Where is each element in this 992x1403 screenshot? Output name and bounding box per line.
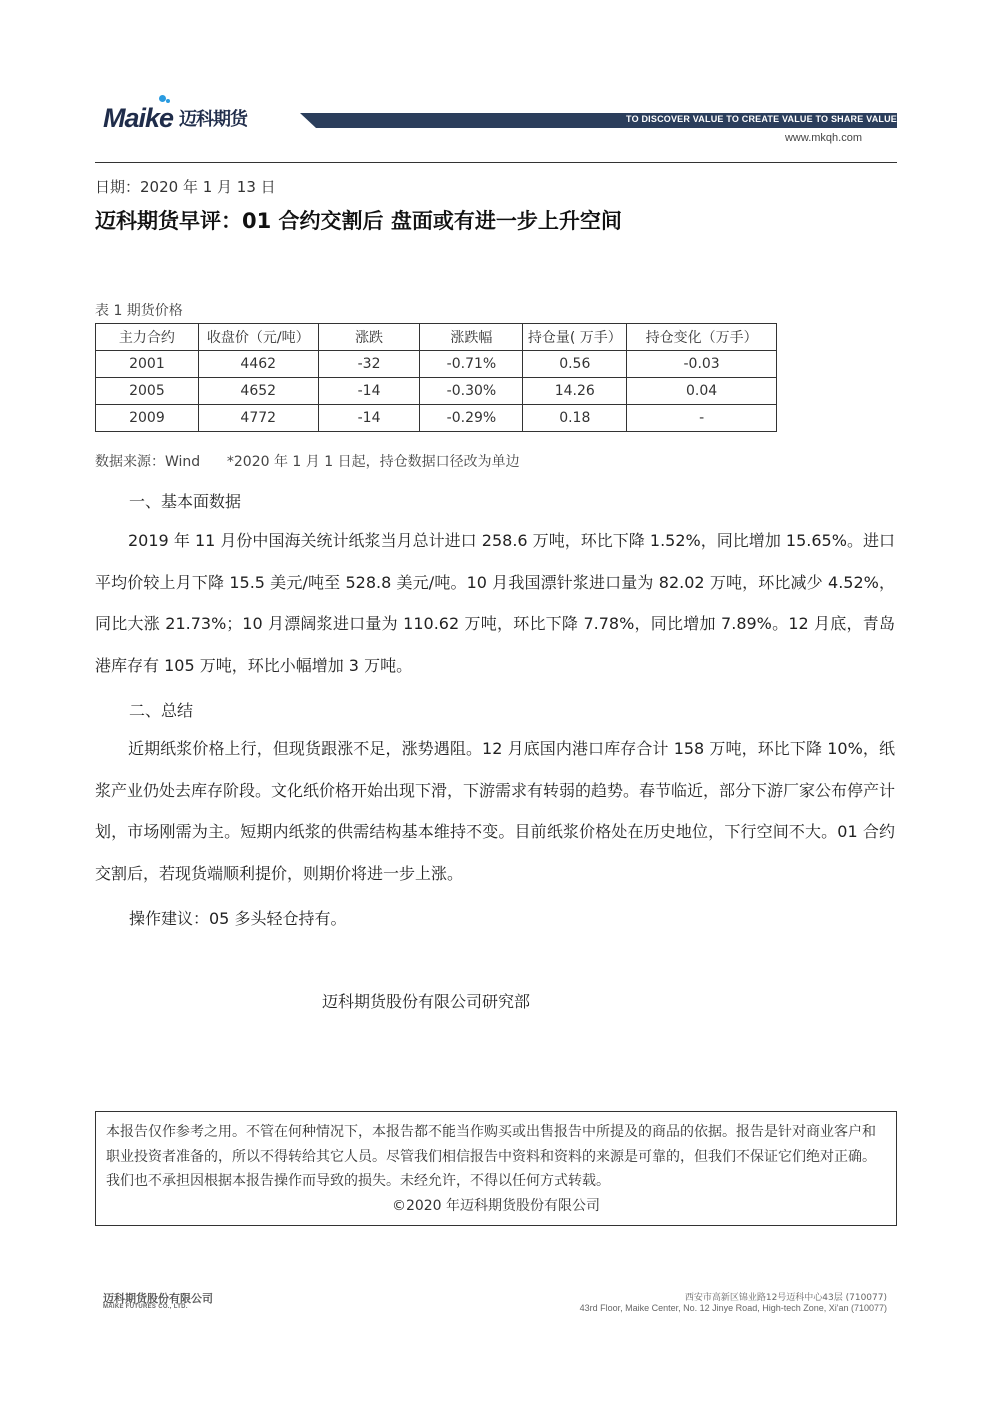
research-department-signature: 迈科期货股份有限公司研究部 xyxy=(322,992,531,1011)
table-row xyxy=(96,351,777,378)
table-cell: 14.26 xyxy=(523,378,627,405)
section-heading-summary: 二、总结 xyxy=(129,701,194,720)
footer-address-en: 43rd Floor, Maike Center, No. 12 Jinye Road, High-tech Zone, Xi'an (710077) xyxy=(579,1303,887,1313)
table-cell: -0.30% xyxy=(420,378,523,405)
section-body-summary: 近期纸浆价格上行，但现货跟涨不足，涨势遇阻。12 月底国内港口库存合计 158 万吨，环比下降 10%，纸浆产业仍处去库存阶段。文化纸价格开始出现下滑，下游需求有转弱的趋势。春节临近，部分下游厂家公布停产计划，市场刚需为主。短期内纸浆的供需结构基本维持不变。目前纸浆价格处在历史地位，下行空间不大。01 合约交割后，若现货端顺利提价，则期价将进一步上涨。 xyxy=(95,739,896,883)
table-row xyxy=(96,405,777,432)
copyright-text: ©2020 年迈科期货股份有限公司 xyxy=(391,1197,601,1214)
footer-company-name-en: MAIKE FUTURES CO., LTD. xyxy=(103,1304,188,1310)
logo-wordmark: Maike xyxy=(103,102,174,133)
table-caption: 表 1 期货价格 xyxy=(95,303,183,319)
table-cell: -0.03 xyxy=(627,351,777,378)
logo-chinese-name: 迈科期货 xyxy=(179,109,248,130)
futures-price-table xyxy=(95,323,777,432)
section-body-fundamentals: 2019 年 11 月份中国海关统计纸浆当月总计进口 258.6 万吨，环比下降 1.52%，同比增加 15.65%。进口平均价较上月下降 15.5 美元/吨至 528.8 美元/吨。10 月我国漂针浆进口量为 82.02 万吨，环比减少 4.52%，同比大涨 21.73%；10 月漂阔浆进口量为 110.62 万吨，环比下降 7.78%，同比增加 7.89%。12 月底，青岛港库存有 105 万吨，环比小幅增加 3 万吨。 xyxy=(95,531,895,675)
table-cell: - xyxy=(627,405,777,432)
slogan-text: TO DISCOVER VALUE TO CREATE VALUE TO SHARE VALUE xyxy=(626,114,897,124)
table-cell: 0.18 xyxy=(523,405,627,432)
table-header-cell: 持仓变化（万手） xyxy=(627,324,777,351)
data-source-note: 数据来源：Wind *2020 年 1 月 1 日起，持仓数据口径改为单边 xyxy=(95,454,520,470)
company-logo xyxy=(103,104,247,132)
website-url: www.mkqh.com xyxy=(784,132,862,144)
table-cell: 2009 xyxy=(96,405,199,432)
table-cell: -14 xyxy=(318,405,420,432)
table-cell: -0.29% xyxy=(420,405,523,432)
table-cell: -14 xyxy=(318,378,420,405)
table-cell: -0.71% xyxy=(420,351,523,378)
disclaimer-box xyxy=(95,1111,897,1226)
table-cell: 0.04 xyxy=(627,378,777,405)
table-cell: -32 xyxy=(318,351,420,378)
table-header-cell: 涨跌幅 xyxy=(420,324,523,351)
table-header-cell: 持仓量( 万手） xyxy=(523,324,627,351)
table-cell: 2005 xyxy=(96,378,199,405)
footer-address-cn: 西安市高新区锦业路12号迈科中心43层 (710077) xyxy=(684,1293,887,1303)
logo-dot-small-icon xyxy=(166,99,170,103)
table-row xyxy=(96,378,777,405)
disclaimer-text: 本报告仅作参考之用。不管在何种情况下，本报告都不能当作购买或出售报告中所提及的商品的依据。报告是针对商业客户和职业投资者准备的，所以不得转给其它人员。尽管我们相信报告中资料和资料的来源是可靠的，但我们不保证它们绝对正确。我们也不承担因根据本报告操作而导致的损失。未经允许，不得以任何方式转载。 xyxy=(106,1124,876,1189)
report-title: 迈科期货早评：01 合约交割后 盘面或有进一步上升空间 xyxy=(95,209,622,233)
header-divider xyxy=(95,162,897,163)
table-cell: 2001 xyxy=(96,351,199,378)
footer-company-name: 迈科期货股份有限公司 xyxy=(103,1292,213,1305)
section-heading-fundamentals: 一、基本面数据 xyxy=(129,492,242,511)
table-header-cell: 收盘价（元/吨） xyxy=(198,324,318,351)
table-cell: 4772 xyxy=(198,405,318,432)
table-cell: 4652 xyxy=(198,378,318,405)
table-header-cell: 主力合约 xyxy=(96,324,199,351)
table-cell: 0.56 xyxy=(523,351,627,378)
table-header-cell: 涨跌 xyxy=(318,324,420,351)
report-date: 日期：2020 年 1 月 13 日 xyxy=(95,178,276,196)
trading-advice: 操作建议：05 多头轻仓持有。 xyxy=(129,909,347,928)
table-cell: 4462 xyxy=(198,351,318,378)
logo-dot-icon xyxy=(159,95,166,102)
table-header-row xyxy=(96,324,777,351)
